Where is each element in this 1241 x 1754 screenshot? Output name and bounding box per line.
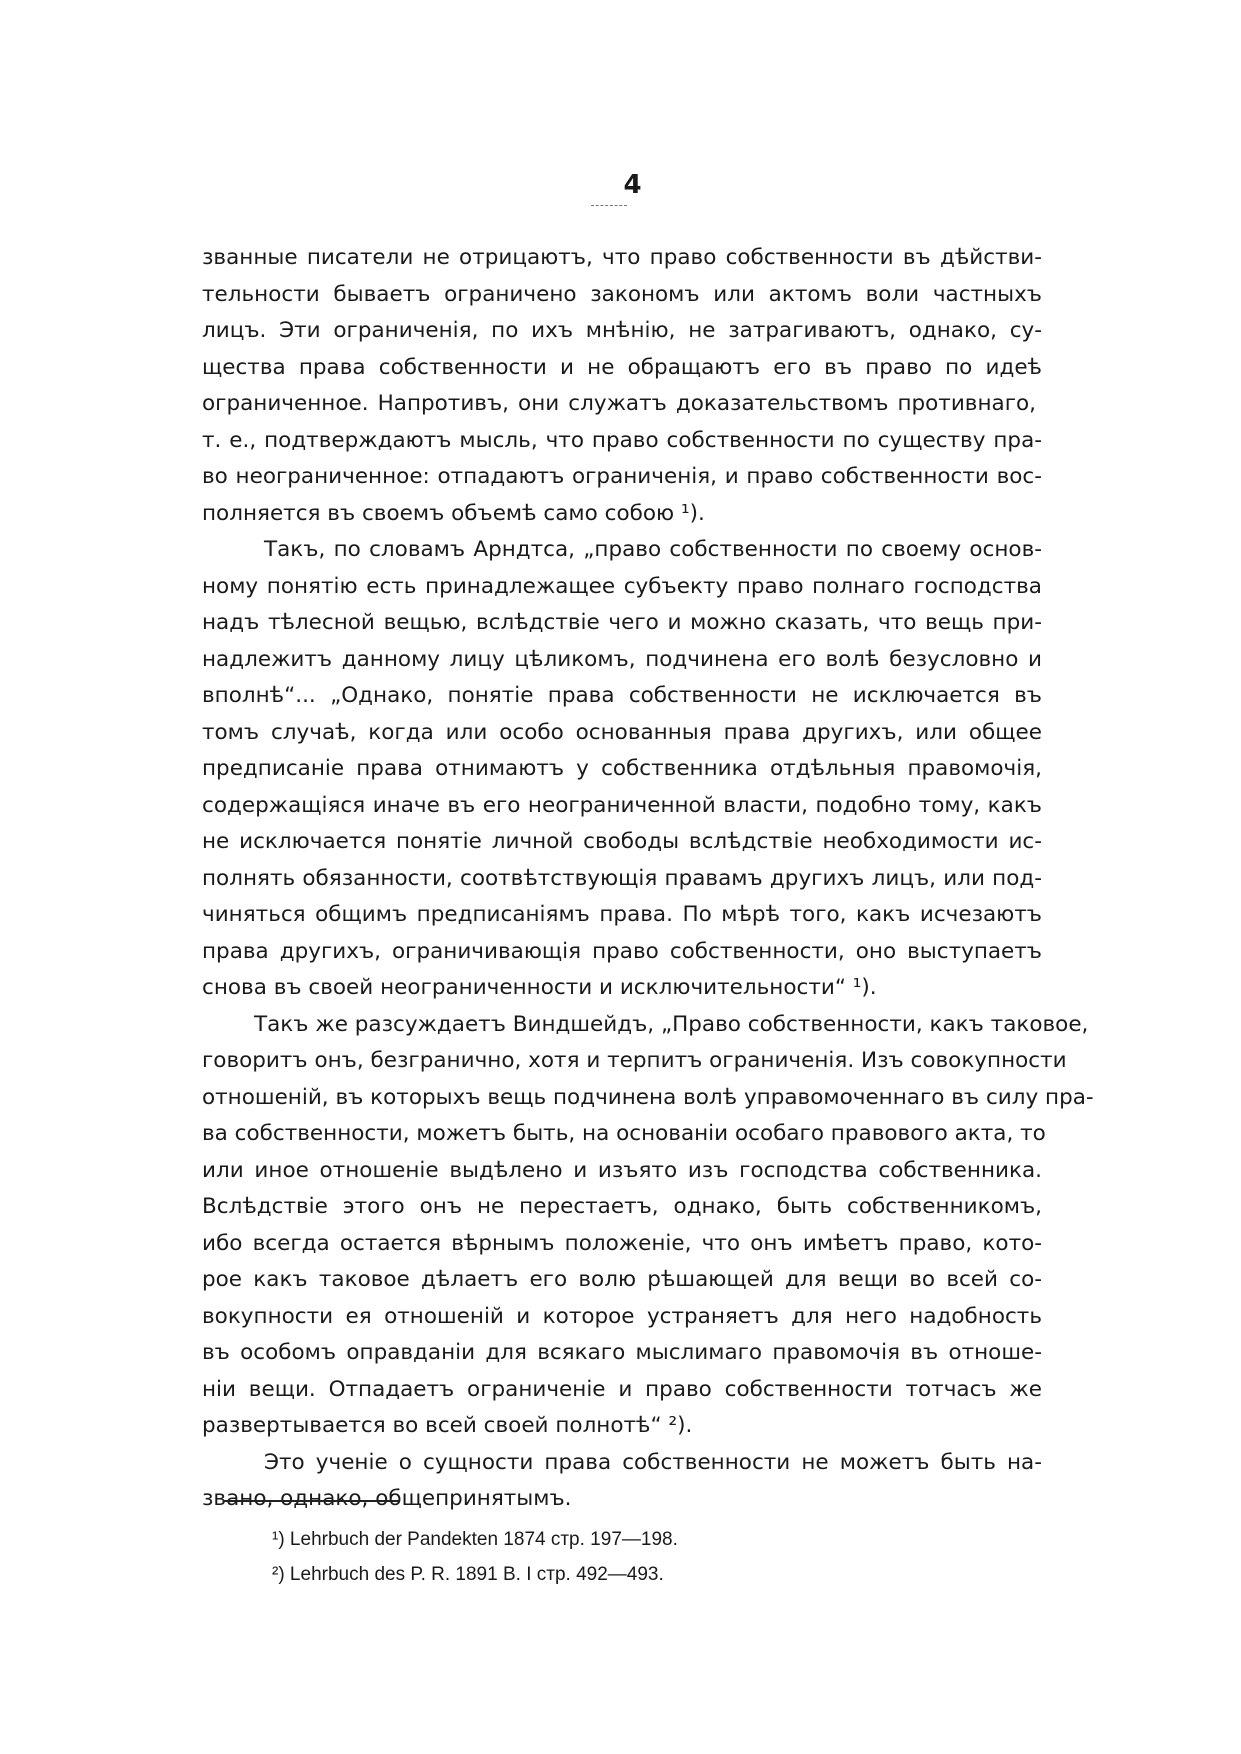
paragraph-1	[202, 240, 1042, 532]
text-line: чиняться общимъ предписаніямъ права. По мѣрѣ того, какъ исчезаютъ	[202, 902, 1042, 927]
text-line: рое какъ таковое дѣлаетъ его волю рѣшающей для вещи во всей со-	[202, 1267, 1042, 1292]
text-line: ограниченное. Напротивъ, они служатъ доказательствомъ противнаго,	[202, 391, 1036, 416]
text-line: вполнѣ“... „Однако, понятіе права собственности не исключается въ	[202, 683, 1042, 708]
paragraph-3	[202, 1007, 1094, 1445]
paragraph-4	[202, 1445, 1042, 1518]
text-line: говоритъ онъ, безгранично, хотя и терпитъ ограниченія. Изъ совокупности	[202, 1048, 1067, 1073]
footnote-rule	[224, 1500, 400, 1502]
text-line: надлежитъ данному лицу цѣликомъ, подчинена его волѣ безусловно и	[202, 646, 1042, 672]
text-line: въ особомъ оправданіи для всякаго мыслимаго правомочія въ отноше-	[202, 1340, 1042, 1365]
text-line: снова въ своей неограниченности и исключительности“ ¹).	[202, 975, 877, 1000]
page-number-rule	[591, 205, 627, 206]
text-line: Такъ, по словамъ Арндтса, „право собственности по своему основ-	[264, 537, 1042, 562]
footnotes	[272, 1522, 992, 1592]
text-line: вокупности ея отношеній и которое устраняетъ для него надобность	[202, 1303, 1042, 1329]
text-line: ва собственности, можетъ быть, на основаніи особаго правового акта, то	[202, 1121, 1046, 1146]
text-line: т. е., подтверждаютъ мысль, что право собственности по существу пра-	[202, 427, 1042, 453]
text-line: тельности бываетъ ограничено закономъ или актомъ воли частныхъ	[202, 281, 1042, 307]
text-line: лицъ. Эти ограниченія, по ихъ мнѣнію, не затрагиваютъ, однако, су-	[202, 318, 1042, 343]
text-line: Это ученіе о сущности права собственности не можетъ быть на-	[264, 1449, 1042, 1475]
text-line: полнять обязанности, соотвѣтствующія правамъ другихъ лицъ, или под-	[202, 865, 1042, 891]
text-line: званные писатели не отрицаютъ, что право собственности въ дѣйстви-	[202, 245, 1042, 270]
text-line: развертывается во всей своей полнотѣ“ ²).	[202, 1413, 693, 1438]
text-line: звано, однако, общепринятымъ.	[202, 1486, 572, 1511]
body-text	[202, 240, 1094, 1518]
text-line: Вслѣдствіе этого онъ не перестаетъ, однако, быть собственникомъ,	[202, 1194, 1042, 1219]
text-line: предписаніе права отнимаютъ у собственника отдѣльныя правомочія,	[202, 756, 1042, 781]
text-line: права другихъ, ограничивающія право собственности, оно выступаетъ	[202, 938, 1042, 964]
text-line: полняется въ своемъ объемѣ само собою ¹).	[202, 500, 705, 526]
text-line: Такъ же разсуждаетъ Виндшейдъ, „Право собственности, какъ таковое,	[254, 1011, 1089, 1037]
text-line: щества права собственности и не обращаютъ его въ право по идеѣ	[202, 354, 1042, 380]
text-line: ному понятію есть принадлежащее субъекту право полнаго господства	[202, 573, 1042, 599]
page-number: 4	[623, 170, 642, 200]
text-line: надъ тѣлесной вещью, вслѣдствіе чего и можно сказать, что вещь при-	[202, 610, 1042, 635]
footnote-1: ¹) Lehrbuch der Pandekten 1874 стр. 197—198.	[272, 1529, 678, 1550]
text-line: ніи вещи. Отпадаетъ ограниченіе и право собственности тотчасъ же	[202, 1376, 1042, 1402]
footnote-2: ²) Lehrbuch des P. R. 1891 В. I стр. 492—493.	[272, 1564, 664, 1585]
text-line: ибо всегда остается вѣрнымъ положеніе, что онъ имѣетъ право, кото-	[202, 1230, 1042, 1256]
text-line: или иное отношеніе выдѣлено и изъято изъ господства собственника.	[202, 1157, 1042, 1183]
text-line: отношеній, въ которыхъ вещь подчинена волѣ управомоченнаго въ силу пра-	[202, 1084, 1094, 1110]
paragraph-2	[202, 532, 1042, 1007]
text-line: содержащіяся иначе въ его неограниченной власти, подобно тому, какъ	[202, 792, 1042, 818]
text-line: томъ случаѣ, когда или особо основанныя права другихъ, или общее	[202, 719, 1042, 745]
text-line: не исключается понятіе личной свободы вслѣдствіе необходимости ис-	[202, 829, 1042, 854]
text-line: во неограниченное: отпадаютъ ограниченія, и право собственности вос-	[202, 464, 1042, 489]
